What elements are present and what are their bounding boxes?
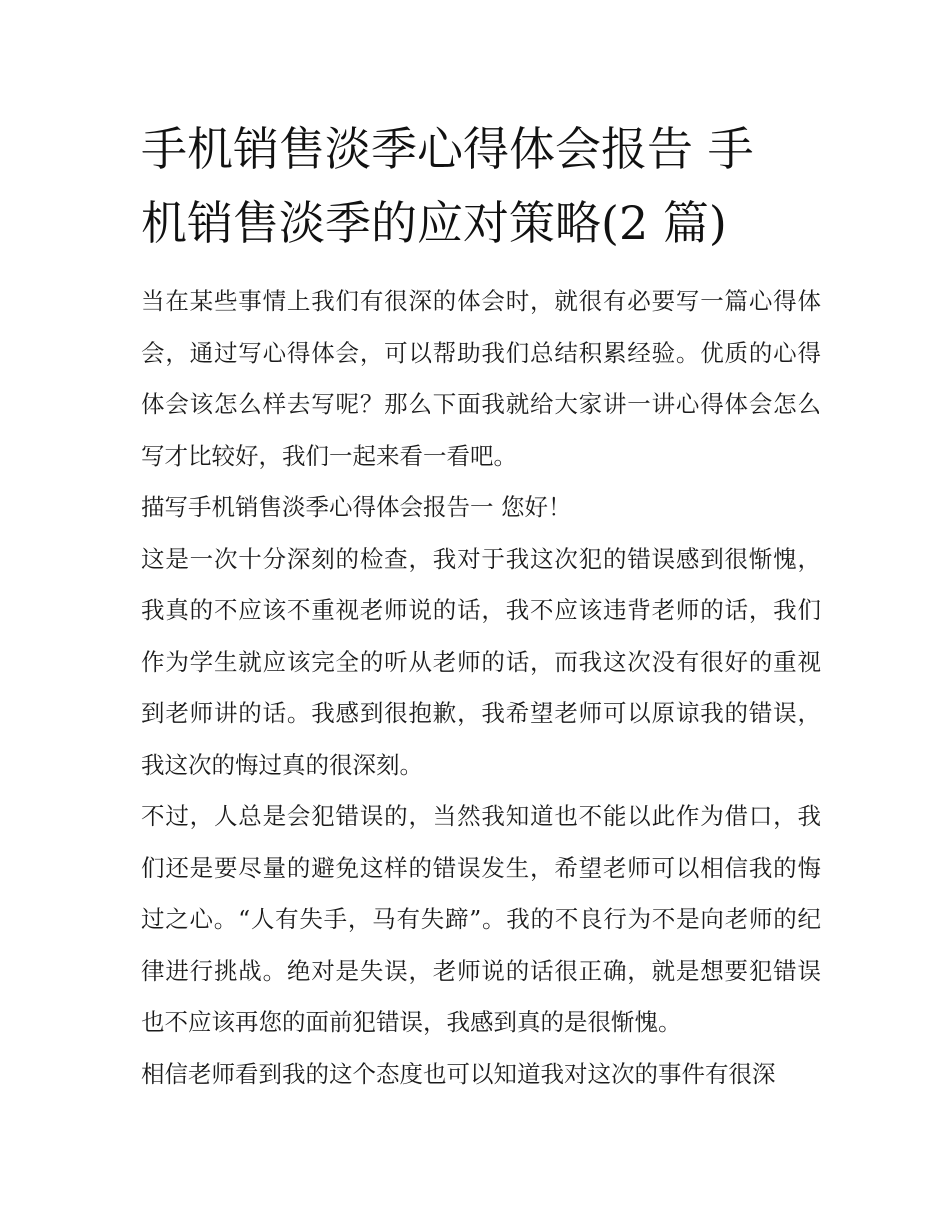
title-line-1: 手机销售淡季心得体会报告 手 (141, 122, 754, 176)
body-paragraph: 不过，人总是会犯错误的，当然我知道也不能以此作为借口，我们还是要尽量的避免这样的错误发生，希望老师可以相信我的悔过之心。“人有失手，马有失蹄”。我的不良行为不是向老师的纪律进行挑战。绝对是失误，老师说的话很正确，就是想要犯错误也不应该再您的面前犯错误，我感到真的是很惭愧。 (141, 802, 821, 1036)
intro-paragraph: 当在某些事情上我们有很深的体会时，就很有必要写一篇心得体会，通过写心得体会，可以帮助我们总结积累经验。优质的心得体会该怎么样去写呢？那么下面我就给大家讲一讲心得体会怎么写才比较好，我们一起来看一看吧。 (141, 287, 821, 470)
section-heading-paragraph: 描写手机销售淡季心得体会报告一 您好！ (141, 493, 572, 521)
title-line-2: 机销售淡季的应对策略(2 篇) (141, 196, 727, 250)
body-paragraph: 这是一次十分深刻的检查，我对于我这次犯的错误感到很惭愧，我真的不应该不重视老师说的话，我不应该违背老师的话，我们作为学生就应该完全的听从老师的话，而我这次没有很好的重视到老师讲的话。我感到很抱歉，我希望老师可以原谅我的错误，我这次的悔过真的很深刻。 (141, 544, 821, 779)
body-paragraph: 相信老师看到我的这个态度也可以知道我对这次的事件有很深 (141, 1059, 776, 1088)
document-title (141, 112, 821, 260)
document-body (141, 276, 821, 1100)
